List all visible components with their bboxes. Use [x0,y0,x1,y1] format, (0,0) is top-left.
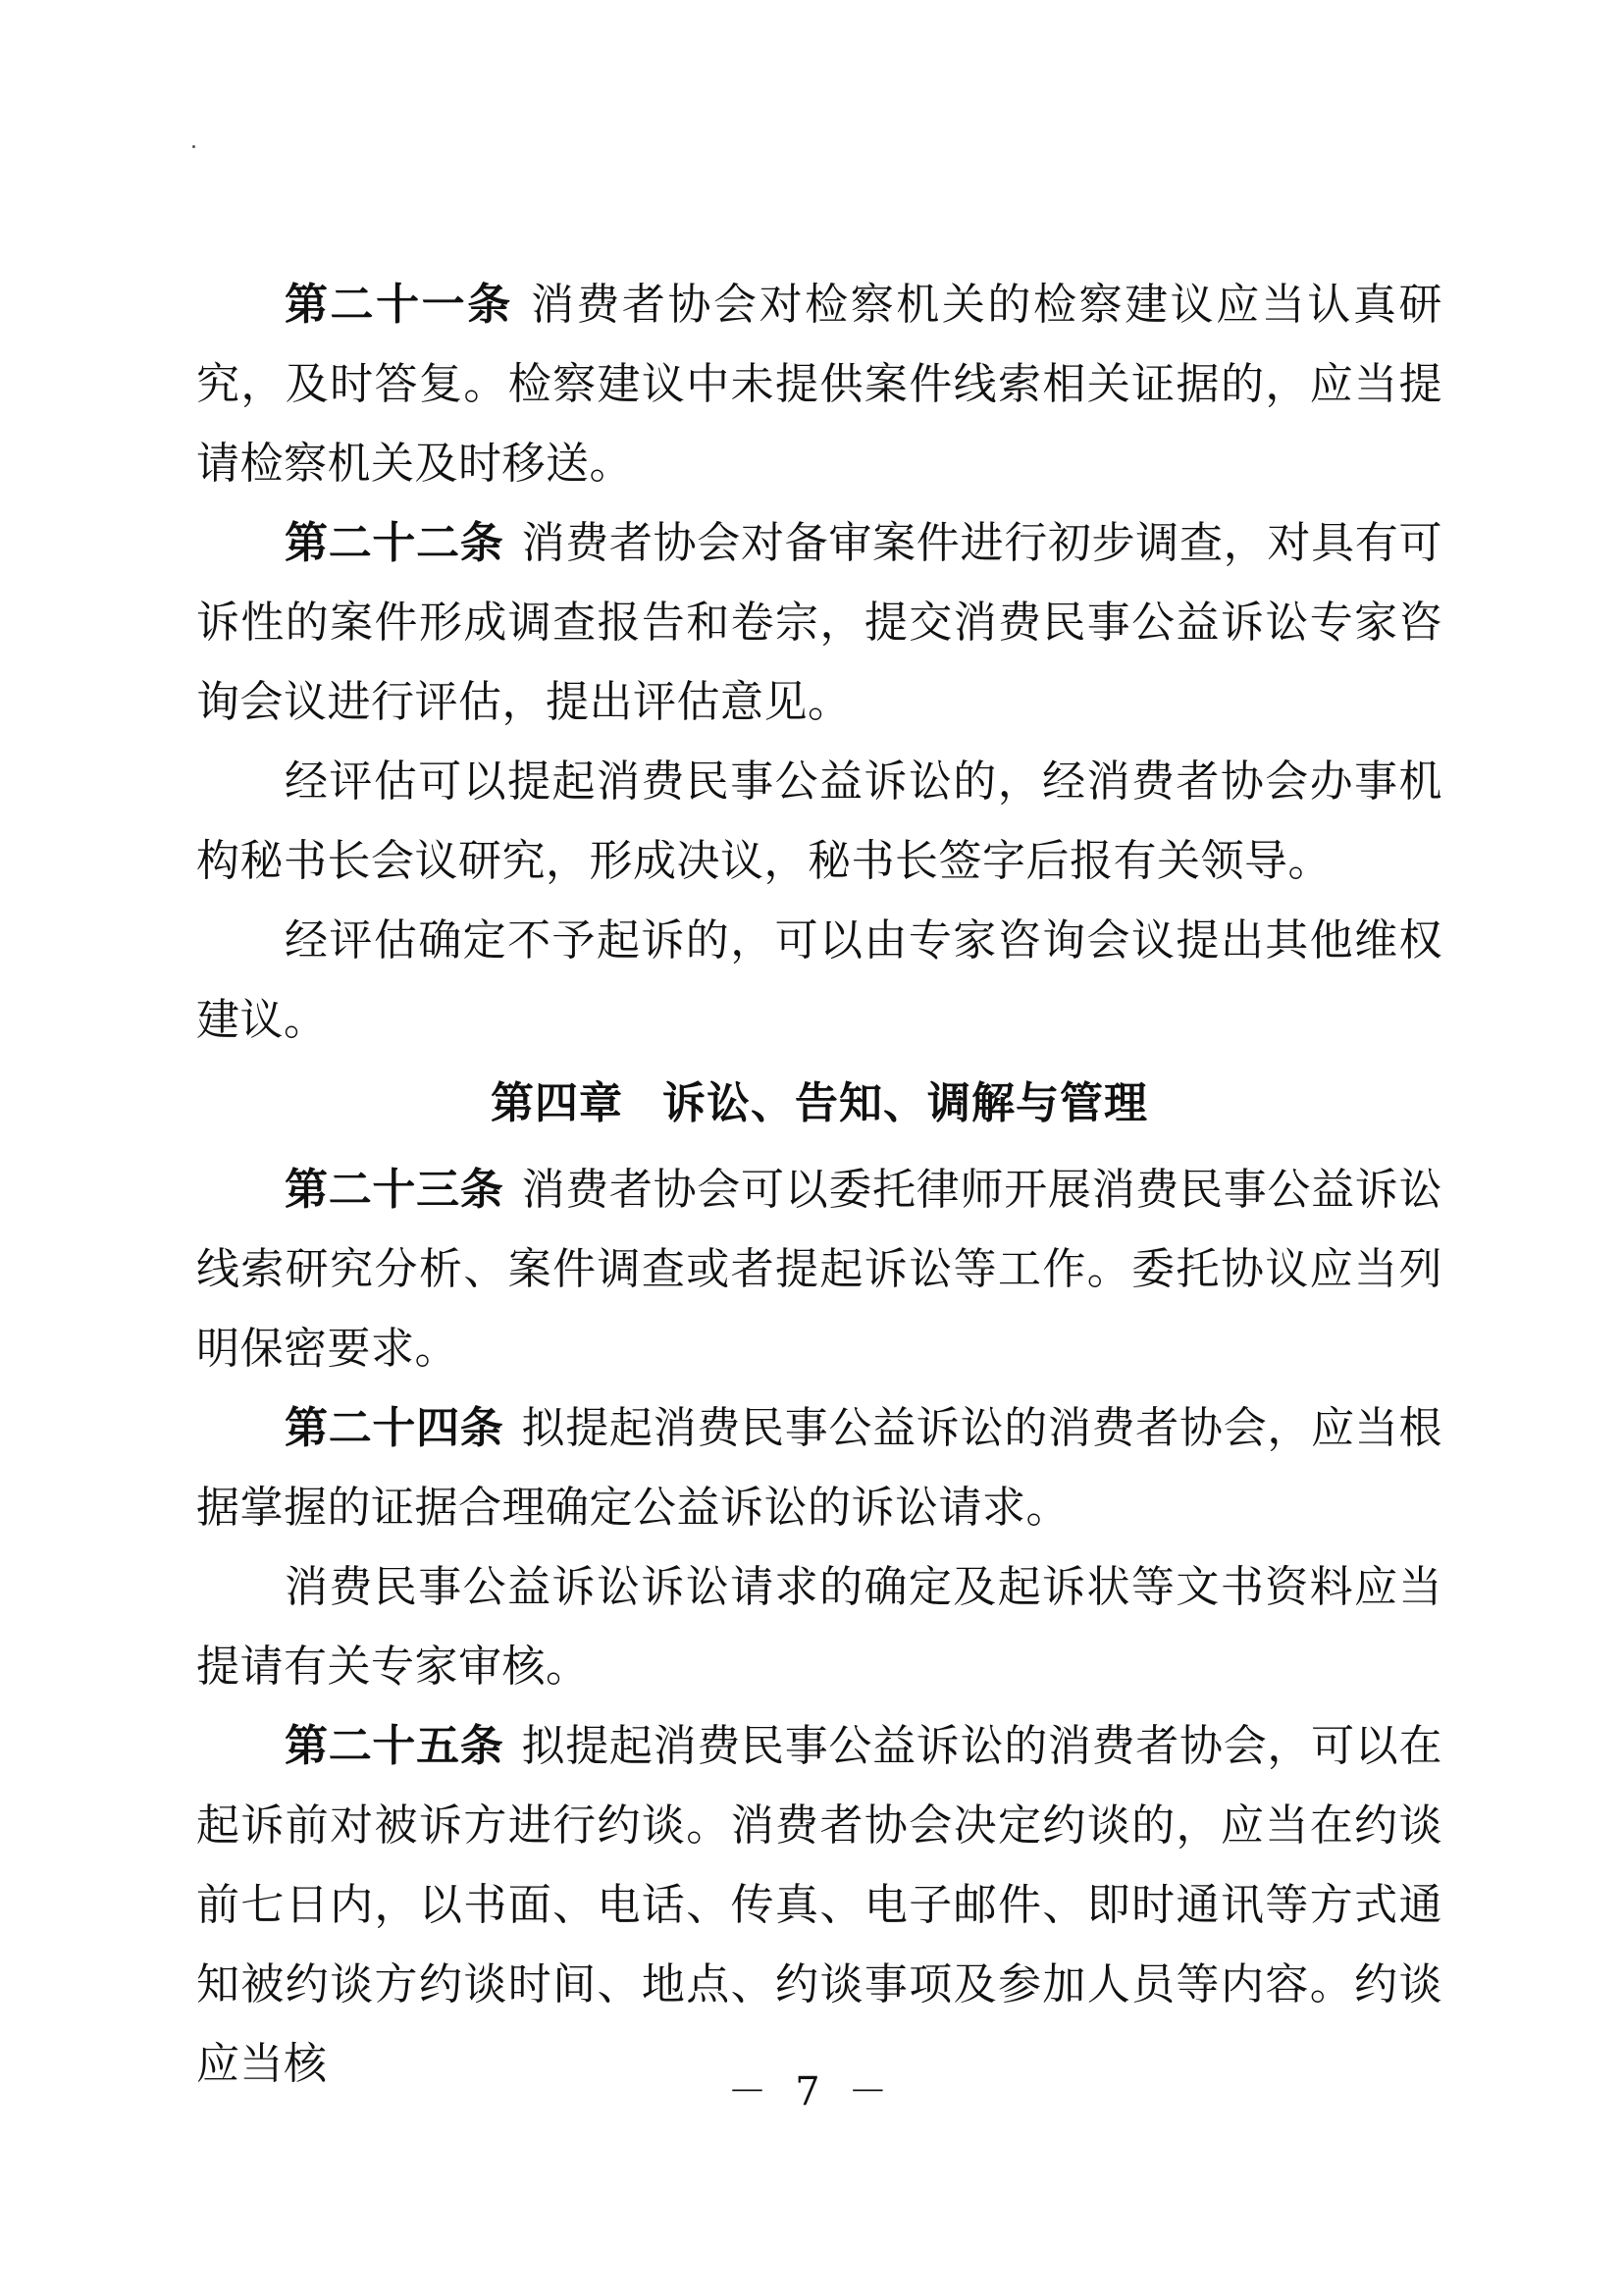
article-25 [196,1706,1442,2104]
article-text: 拟提起消费民事公益诉讼的消费者协会，应当根据掌握的证据合理确定公益诉讼的诉讼请求。 [196,1403,1442,1533]
article-text: 消费者协会对检察机关的检察建议应当认真研究，及时答复。检察建议中未提供案件线索相关证据的，应当提请检察机关及时移送。 [196,280,1442,489]
article-text: 消费者协会可以委托律师开展消费民事公益诉讼线索研究分析、案件调查或者提起诉讼等工作。委托协议应当列明保密要求。 [196,1165,1442,1374]
paragraph-text: 经评估可以提起消费民事公益诉讼的，经消费者协会办事机构秘书长会议研究，形成决议，秘书长签字后报有关领导。 [196,757,1442,886]
document-body [196,265,1442,2104]
paragraph-text: 经评估确定不予起诉的，可以由专家咨询会议提出其他维权建议。 [196,915,1442,1045]
article-text: 消费者协会对备审案件进行初步调查，对具有可诉性的案件形成调查报告和卷宗，提交消费民事公益诉讼专家咨询会议进行评估，提出评估意见。 [196,518,1442,727]
article-label: 第二十四条 [285,1403,504,1453]
article-text: 拟提起消费民事公益诉讼的消费者协会，可以在起诉前对被诉方进行约谈。消费者协会决定约谈的，应当在约谈前七日内，以书面、电话、传真、电子邮件、即时通讯等方式通知被约谈方约谈时间、地点、约谈事项及参加人员等内容。约谈应当核 [196,1721,1442,2089]
article-label: 第二十五条 [285,1721,504,1771]
article-label: 第二十三条 [285,1165,504,1215]
article-22 [196,503,1442,742]
page-number: － 7 － [727,2069,896,2114]
article-21 [196,265,1442,503]
article-24 [196,1388,1442,1547]
article-22-paragraph-3 [196,901,1442,1060]
paragraph-text: 消费民事公益诉讼诉讼请求的确定及起诉状等文书资料应当提请有关专家审核。 [196,1562,1442,1692]
chapter-number: 第四章 [491,1078,623,1128]
article-22-paragraph-2 [196,742,1442,901]
article-24-paragraph-2 [196,1547,1442,1706]
article-23 [196,1150,1442,1388]
article-label: 第二十二条 [285,518,504,568]
chapter-heading [196,1060,1442,1150]
scan-speck [192,145,195,148]
chapter-title: 诉讼、告知、调解与管理 [662,1078,1148,1128]
article-label: 第二十一条 [285,280,513,330]
